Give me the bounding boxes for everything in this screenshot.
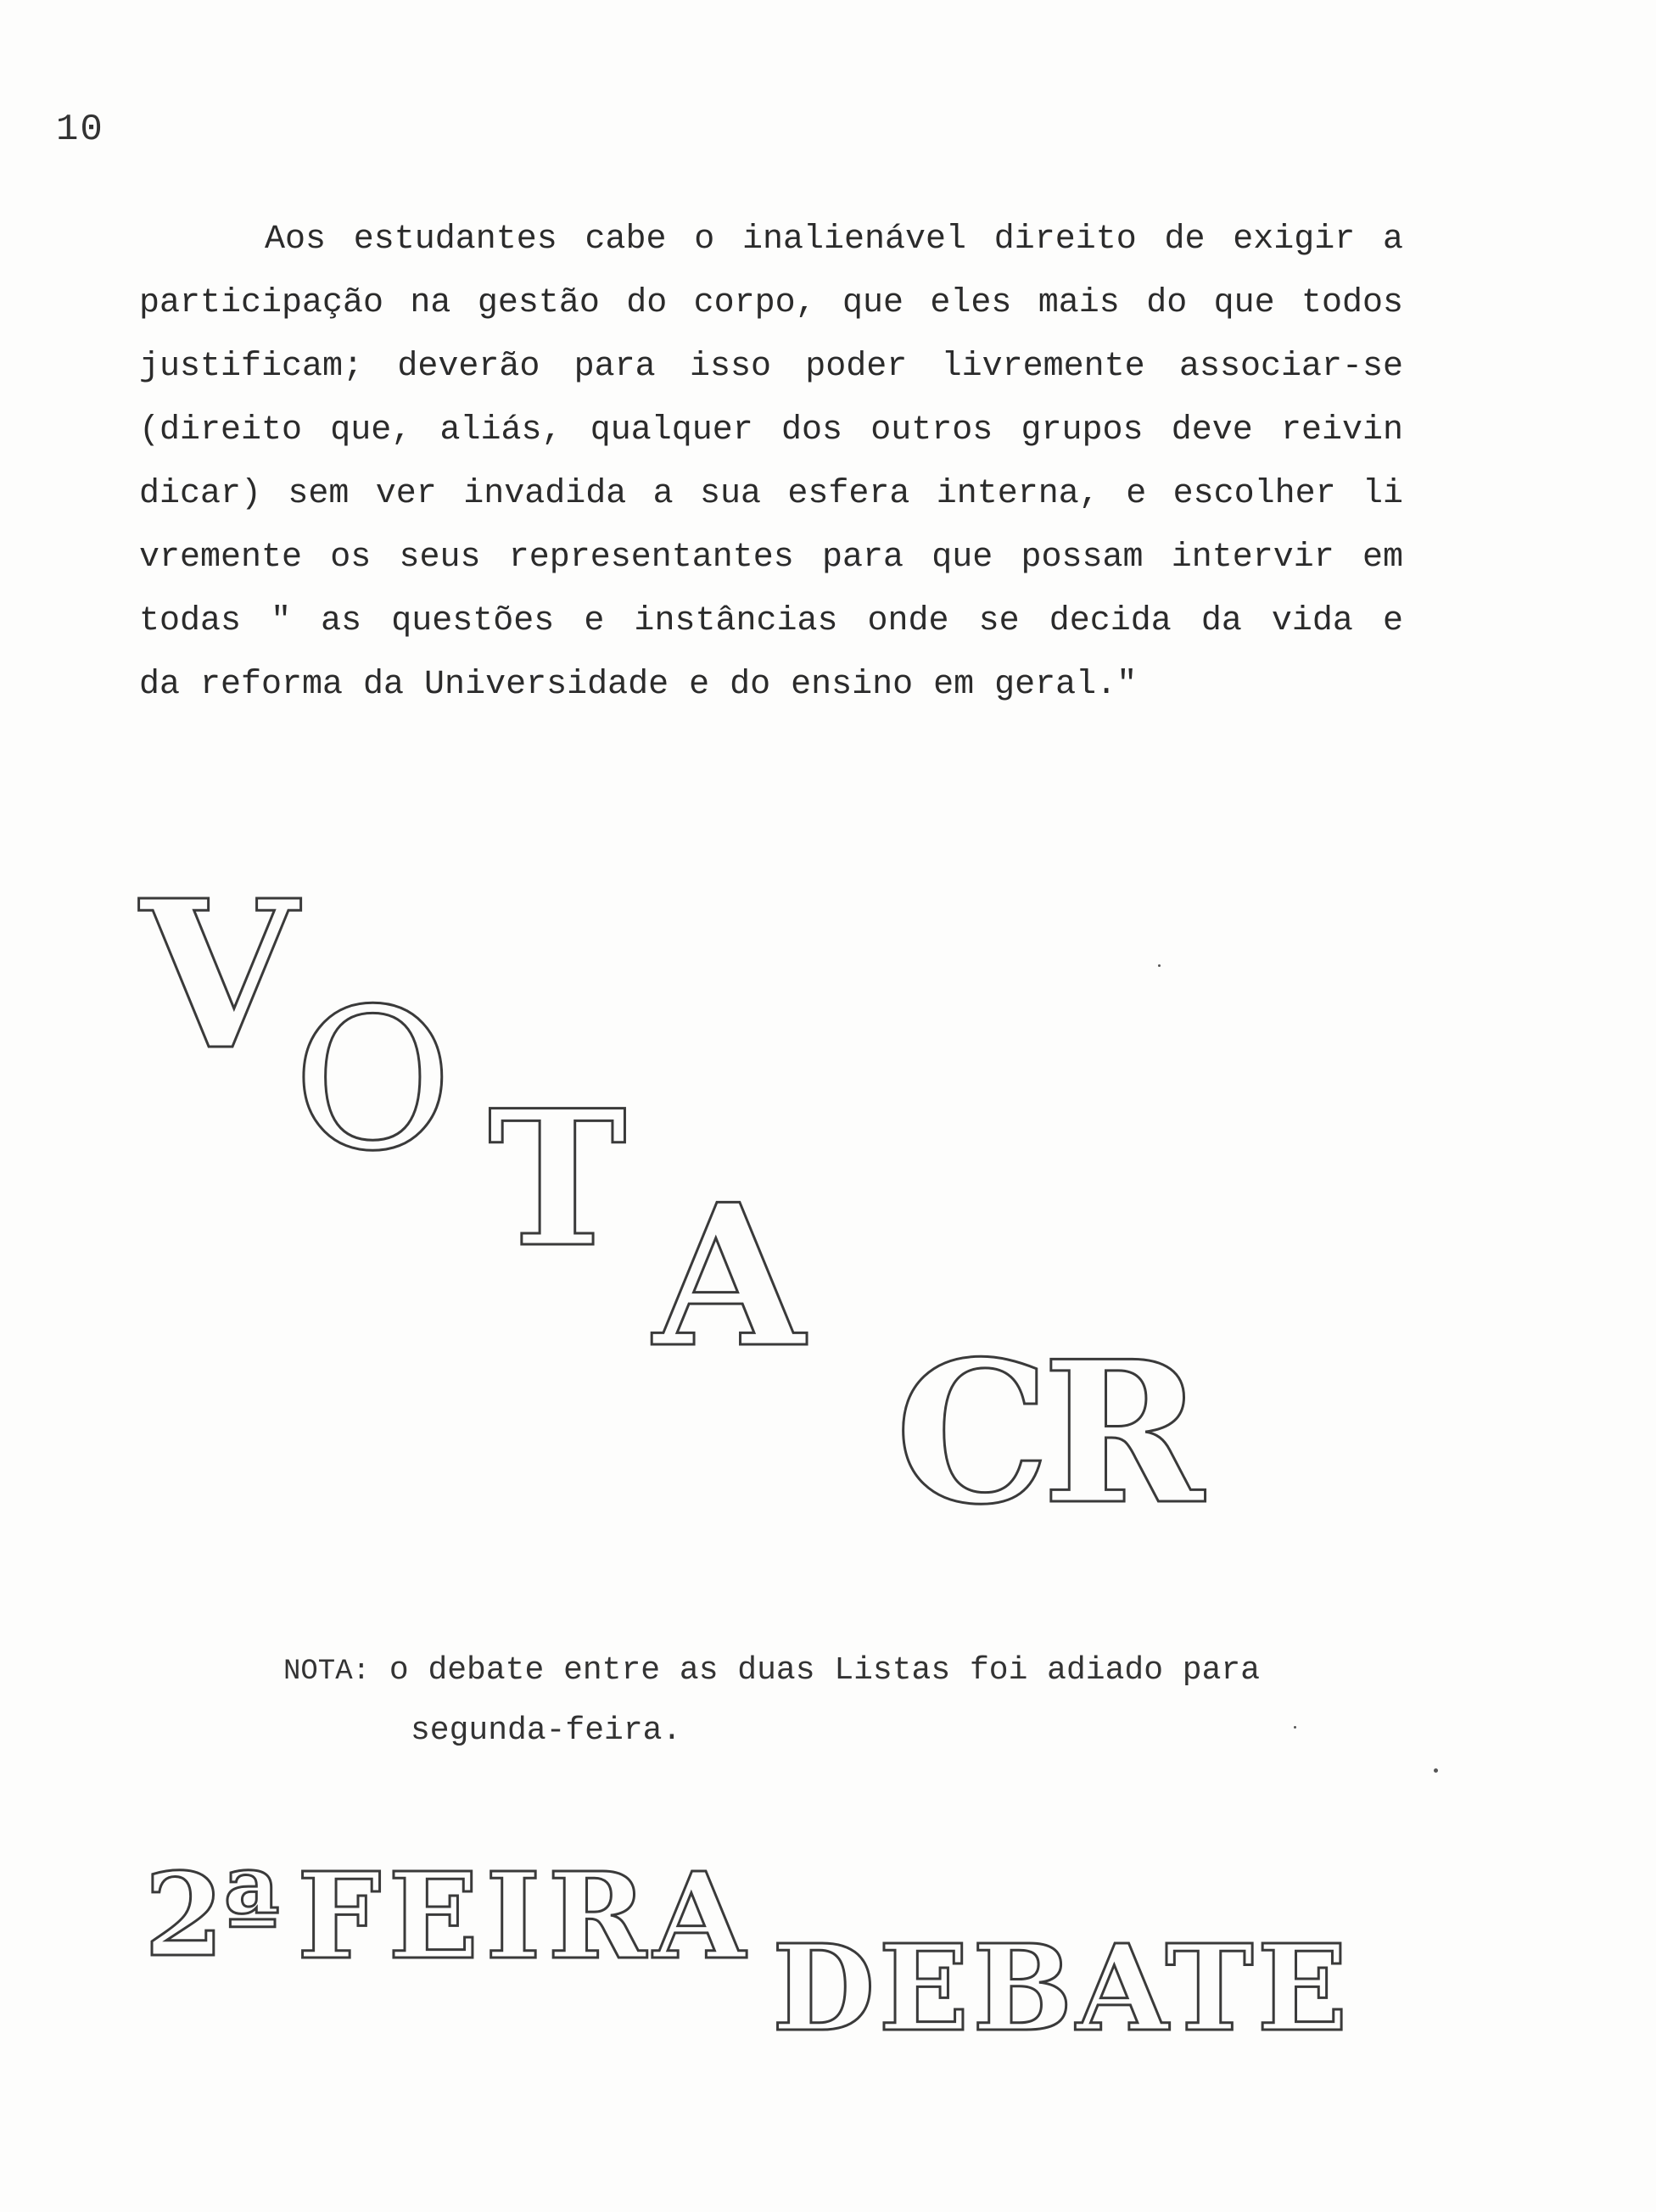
paragraph-line: dicar) sem ver invadida a sua esfera interna, e escolher li (139, 475, 1403, 513)
stencil-letter-v: V (140, 856, 299, 1095)
body-paragraph (139, 208, 1403, 717)
paragraph-line: Aos estudantes cabe o inalienável direito de exigir a (265, 221, 1403, 259)
stencil-word-debate: DEBATE (772, 1919, 1351, 2058)
note-text: o debate entre as duas Listas foi adiado para (389, 1652, 1261, 1689)
paragraph-line: da reforma da Universidade e do ensino em geral." (139, 666, 1138, 704)
stencil-letter-a: A (653, 1162, 805, 1391)
scan-speck (1434, 1768, 1438, 1773)
scan-speck (1158, 964, 1161, 967)
stencil-letter-t: T (488, 1069, 627, 1288)
note-label: NOTA: (283, 1656, 371, 1688)
stencil-list-cr: CR (895, 1319, 1196, 1548)
paragraph-line: justificam; deverão para isso poder livremente associar-se (139, 348, 1403, 386)
stencil-word-feira: FEIRA (297, 1847, 752, 1986)
paragraph-line: vremente os seus representantes para que possam intervir em (139, 539, 1403, 577)
scan-speck (1294, 1726, 1296, 1729)
paragraph-line: (direito que, aliás, qualquer dos outros grupos deve reivin (139, 411, 1403, 450)
stencil-letter-o: O (293, 968, 453, 1194)
stencil-day-number: 2ª (144, 1847, 280, 1982)
page-number: 10 (56, 109, 104, 151)
paragraph-line: todas " as questões e instâncias onde se decida da vida e (139, 602, 1403, 640)
note-continuation: segunda-feira. (411, 1712, 682, 1749)
paragraph-line: participação na gestão do corpo, que eles mais do que todos (139, 284, 1403, 322)
note-block (283, 1641, 1378, 1761)
